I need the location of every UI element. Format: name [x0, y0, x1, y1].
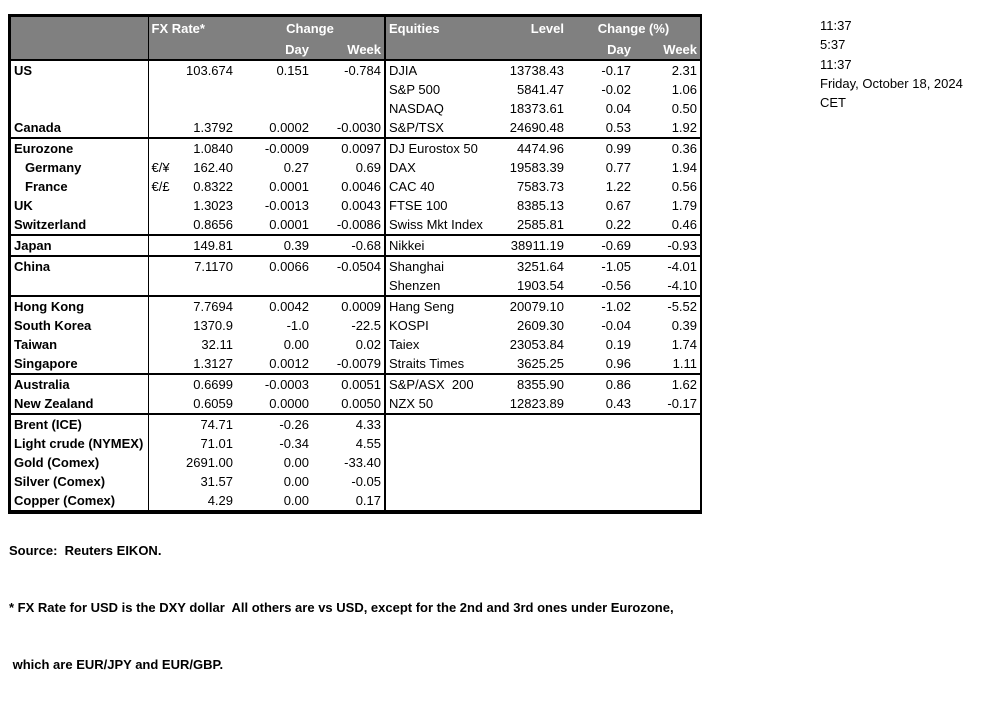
equity-week-cell: 1.62 [634, 374, 700, 394]
table-row [11, 99, 700, 118]
fx-rate-cell: 149.81 [176, 235, 236, 256]
fx-rate-cell: 1.3023 [193, 198, 233, 213]
equity-day-cell: 0.96 [605, 356, 632, 371]
country-cell: UK [14, 198, 33, 213]
equity-name-cell: CAC 40 [385, 177, 480, 196]
fx-day-cell [236, 99, 312, 118]
fx-day-cell: 0.0001 [269, 217, 309, 232]
empty-header-cell [480, 40, 567, 60]
commodity-cell: Brent (ICE) [11, 414, 148, 434]
fx-day-cell: 0.0066 [236, 256, 312, 276]
commodity-cell: Copper (Comex) [14, 493, 116, 508]
fx-rate-cell: 1.3127 [193, 356, 233, 371]
equity-level-cell: 7583.73 [517, 179, 565, 194]
equity-week-cell: 0.36 [634, 138, 700, 158]
fx-day-cell: -0.0003 [236, 374, 312, 394]
pair-symbol-cell [148, 235, 176, 256]
table-row [11, 215, 700, 235]
commodity-price-cell: 71.01 [200, 436, 233, 451]
equity-level-cell: 8385.13 [517, 198, 565, 213]
equity-level-cell: 4474.96 [480, 138, 567, 158]
fx-day-cell: -1.0 [286, 318, 309, 333]
commodity-week-cell: 4.33 [312, 414, 385, 434]
equity-day-cell: 0.77 [605, 160, 632, 175]
equity-level-cell [480, 453, 567, 472]
equity-week-cell: 1.74 [671, 337, 698, 352]
fx-week-header: Week [312, 40, 385, 60]
fx-week-cell: -0.0086 [336, 217, 382, 232]
fx-week-cell: -0.0079 [336, 356, 382, 371]
empty-header-cell [11, 40, 148, 60]
fx-day-cell: 0.0012 [269, 356, 309, 371]
date-label: Friday, October 18, 2024 [820, 75, 963, 91]
fx-week-cell: -0.68 [312, 235, 385, 256]
equity-day-cell: -0.56 [601, 278, 632, 293]
equity-week-cell: 0.39 [671, 318, 698, 333]
fx-rate-cell: 0.6699 [176, 374, 236, 394]
commodity-price-cell: 31.57 [200, 474, 233, 489]
equity-day-cell [567, 414, 634, 434]
commodity-day-cell: 0.00 [283, 493, 309, 508]
equity-name-cell [385, 472, 480, 491]
equity-level-cell: 20079.10 [480, 296, 567, 316]
equity-week-cell: 0.56 [671, 179, 698, 194]
commodity-day-cell: -0.34 [279, 436, 309, 451]
country-cell [11, 276, 148, 296]
fx-day-cell: 0.0001 [269, 179, 309, 194]
equity-level-cell: 2609.30 [517, 318, 565, 333]
table-row [11, 177, 700, 196]
pair-symbol-cell [148, 394, 176, 414]
equity-level-cell: 2585.81 [517, 217, 565, 232]
equity-day-cell: -0.02 [601, 82, 632, 97]
source-note: Source: Reuters EIKON. [9, 543, 162, 558]
equity-name-cell: S&P 500 [385, 80, 480, 99]
equity-level-cell [480, 434, 567, 453]
equity-name-cell: DJ Eurostox 50 [385, 138, 480, 158]
fx-week-cell [312, 99, 385, 118]
commodity-week-cell: 0.17 [355, 493, 382, 508]
equity-day-cell: -1.05 [567, 256, 634, 276]
equity-level-cell: 24690.48 [509, 120, 565, 135]
country-cell: Switzerland [14, 217, 87, 232]
pair-symbol-cell: €/¥ [148, 158, 176, 177]
equity-name-cell: Hang Seng [385, 296, 480, 316]
equity-name-cell: Straits Times [385, 354, 480, 374]
fx-day-cell: 0.39 [236, 235, 312, 256]
pair-symbol-cell [148, 99, 176, 118]
equity-name-cell: FTSE 100 [385, 196, 480, 215]
equity-level-cell: 1903.54 [517, 278, 565, 293]
fx-rate-footnote-line1: * FX Rate for USD is the DXY dollar All others are vs USD, except for the 2nd and 3rd ones under Eurozone, [9, 600, 674, 615]
country-cell: Germany [25, 160, 82, 175]
equity-name-cell: Shenzen [385, 276, 480, 296]
pair-symbol-cell [148, 256, 176, 276]
fx-rate-header: FX Rate* [148, 17, 236, 40]
pair-symbol-cell [148, 60, 176, 80]
market-summary-table [11, 17, 700, 510]
pair-symbol-cell [148, 215, 176, 235]
country-cell [11, 80, 148, 99]
equity-week-cell [634, 414, 700, 434]
equity-day-cell: 1.22 [605, 179, 632, 194]
fx-rate-footnote-line2: which are EUR/JPY and EUR/GBP. [9, 657, 224, 672]
equity-level-cell: 5841.47 [517, 82, 565, 97]
equity-name-cell: NASDAQ [385, 99, 480, 118]
equity-week-cell: 1.06 [671, 82, 698, 97]
table-row [11, 276, 700, 296]
equity-week-cell: 1.79 [671, 198, 698, 213]
table-row [11, 414, 700, 434]
fx-week-cell: 0.69 [355, 160, 382, 175]
equity-level-cell: 13738.43 [509, 63, 565, 78]
fx-day-cell: 0.0042 [236, 296, 312, 316]
pair-symbol-cell [148, 453, 176, 472]
equity-week-cell: -4.01 [634, 256, 700, 276]
equity-name-cell: Shanghai [385, 256, 480, 276]
equity-day-cell: 0.99 [567, 138, 634, 158]
equity-name-cell: DAX [385, 158, 480, 177]
equity-week-cell: -0.93 [634, 235, 700, 256]
equity-week-cell: -0.17 [667, 396, 698, 411]
equity-week-cell: -4.10 [667, 278, 698, 293]
commodity-day-cell: 0.00 [283, 474, 309, 489]
equity-name-cell [385, 414, 480, 434]
equity-week-cell [634, 434, 700, 453]
equity-day-cell: 0.86 [567, 374, 634, 394]
table-row [11, 118, 700, 138]
country-cell: Canada [14, 120, 61, 135]
equity-name-cell: KOSPI [385, 316, 480, 335]
equity-name-cell: Taiex [385, 335, 480, 354]
table-row [11, 138, 700, 158]
level-header: Level [480, 17, 567, 40]
pair-symbol-cell [148, 80, 176, 99]
equity-day-cell: 0.43 [605, 396, 632, 411]
footnotes [9, 503, 674, 712]
fx-rate-cell: 7.1170 [176, 256, 236, 276]
header-row-2 [11, 40, 700, 60]
equity-name-cell: Nikkei [385, 235, 480, 256]
fx-week-cell: 0.0009 [312, 296, 385, 316]
table-row [11, 196, 700, 215]
equity-day-cell: 0.19 [605, 337, 632, 352]
equities-header: Equities [385, 17, 480, 40]
equity-week-cell: 1.11 [672, 356, 698, 371]
pair-symbol-cell [148, 354, 176, 374]
pair-symbol-cell [148, 414, 176, 434]
fx-day-cell: -0.0009 [236, 138, 312, 158]
fx-rate-cell: 1.0840 [176, 138, 236, 158]
equity-week-cell [634, 472, 700, 491]
fx-week-cell: -0.0030 [336, 120, 382, 135]
commodity-price-cell: 74.71 [176, 414, 236, 434]
equity-week-cell: 2.31 [671, 63, 698, 78]
table-row [11, 80, 700, 99]
equity-week-header: Week [634, 40, 700, 60]
equity-level-cell [480, 472, 567, 491]
fx-day-cell [236, 80, 312, 99]
pair-symbol-cell: €/£ [148, 177, 176, 196]
fx-rate-cell: 162.40 [193, 160, 233, 175]
country-cell: Japan [11, 235, 148, 256]
fx-day-cell: 0.00 [283, 337, 309, 352]
country-cell: Hong Kong [11, 296, 148, 316]
pair-symbol-cell [148, 296, 176, 316]
equity-name-cell: S&P/ASX 200 [385, 374, 480, 394]
fx-day-cell: 0.0002 [269, 120, 309, 135]
country-cell: France [25, 179, 68, 194]
equity-level-cell: 3625.25 [517, 356, 565, 371]
equity-name-cell [385, 453, 480, 472]
fx-week-cell: -22.5 [351, 318, 382, 333]
timezone-label: CET [820, 95, 846, 111]
equity-week-cell: 1.94 [671, 160, 698, 175]
equity-day-cell: -0.04 [601, 318, 632, 333]
table-row [11, 434, 700, 453]
commodity-week-cell: -33.40 [344, 455, 382, 470]
country-cell: Eurozone [11, 138, 148, 158]
commodity-price-cell: 2691.00 [186, 455, 233, 470]
table-body [11, 60, 700, 510]
empty-header-cell [148, 40, 236, 60]
table-row [11, 158, 700, 177]
equity-day-cell [567, 434, 634, 453]
commodity-cell: Gold (Comex) [14, 455, 100, 470]
equity-day-cell: -0.17 [601, 63, 632, 78]
fx-rate-cell: 32.11 [201, 337, 233, 352]
equity-name-cell: S&P/TSX [385, 118, 480, 138]
corner-cell [11, 17, 148, 40]
table-row [11, 335, 700, 354]
fx-rate-cell: 7.7694 [176, 296, 236, 316]
fx-change-header: Change [236, 17, 385, 40]
equity-name-cell [385, 434, 480, 453]
table-row [11, 296, 700, 316]
pair-symbol-cell [148, 335, 176, 354]
fx-week-cell: 0.0043 [341, 198, 382, 213]
table-row [11, 316, 700, 335]
equity-change-pct-header: Change (%) [567, 17, 700, 40]
equity-week-cell: 0.46 [671, 217, 698, 232]
equity-name-cell: DJIA [385, 60, 480, 80]
table-row [11, 394, 700, 414]
table-row [11, 453, 700, 472]
equity-day-cell: 0.53 [605, 120, 632, 135]
equity-day-cell: 0.22 [605, 217, 632, 232]
country-cell: Singapore [14, 356, 78, 371]
fx-week-cell: 0.0046 [341, 179, 382, 194]
fx-week-cell: -0.784 [344, 63, 382, 78]
fx-rate-cell: 0.8656 [193, 217, 233, 232]
equity-week-cell: 1.92 [671, 120, 698, 135]
pair-symbol-cell [148, 374, 176, 394]
table-row [11, 60, 700, 80]
country-cell: Taiwan [14, 337, 58, 352]
pair-symbol-cell [148, 196, 176, 215]
equity-level-cell: 18373.61 [509, 101, 565, 116]
equity-day-cell: 0.67 [605, 198, 632, 213]
fx-rate-cell: 0.6059 [193, 396, 233, 411]
commodity-day-cell: 0.00 [283, 455, 309, 470]
fx-week-cell: 0.0097 [312, 138, 385, 158]
fx-day-cell: -0.0013 [264, 198, 309, 213]
commodity-cell: Silver (Comex) [14, 474, 106, 489]
country-cell: US [14, 63, 33, 78]
equity-level-cell: 19583.39 [509, 160, 565, 175]
country-cell: Australia [11, 374, 148, 394]
fx-week-cell [312, 276, 385, 296]
fx-rate-cell [176, 99, 236, 118]
fx-week-cell: -0.0504 [312, 256, 385, 276]
fx-day-cell: 0.27 [283, 160, 309, 175]
table-row [11, 472, 700, 491]
pair-symbol-cell [148, 472, 176, 491]
fx-day-cell [236, 276, 312, 296]
equity-level-cell [480, 414, 567, 434]
fx-week-cell [312, 80, 385, 99]
equity-day-cell: -0.69 [567, 235, 634, 256]
equity-day-cell [567, 472, 634, 491]
pair-symbol-cell [148, 434, 176, 453]
pair-symbol-cell [148, 276, 176, 296]
commodity-cell: Light crude (NYMEX) [14, 436, 144, 451]
country-cell: China [11, 256, 148, 276]
country-cell [11, 99, 148, 118]
fx-rate-cell: 103.674 [186, 63, 233, 78]
country-cell: South Korea [14, 318, 92, 333]
time-tertiary: 11:37 [820, 56, 852, 72]
table-row [11, 256, 700, 276]
empty-header-cell [385, 40, 480, 60]
fx-rate-cell: 0.8322 [193, 179, 233, 194]
country-cell: New Zealand [14, 396, 94, 411]
equity-day-header: Day [567, 40, 634, 60]
equity-level-cell: 38911.19 [480, 235, 567, 256]
market-summary-table-border [8, 14, 702, 514]
pair-symbol-cell [148, 118, 176, 138]
commodity-week-cell: -0.05 [351, 474, 382, 489]
equity-name-cell: Swiss Mkt Index [385, 215, 480, 235]
equity-week-cell [634, 453, 700, 472]
equity-day-cell [567, 453, 634, 472]
fx-rate-cell [176, 276, 236, 296]
commodity-day-cell: -0.26 [236, 414, 312, 434]
commodity-week-cell: 4.55 [355, 436, 382, 451]
fx-week-cell: 0.02 [355, 337, 382, 352]
fx-day-cell: 0.0000 [269, 396, 309, 411]
table-row [11, 235, 700, 256]
equity-level-cell: 3251.64 [480, 256, 567, 276]
equity-level-cell: 12823.89 [509, 396, 565, 411]
timestamp-panel [820, 16, 963, 112]
pair-symbol-cell [148, 138, 176, 158]
fx-rate-cell [176, 80, 236, 99]
fx-day-header: Day [236, 40, 312, 60]
equity-name-cell: NZX 50 [385, 394, 480, 414]
header-row-1 [11, 17, 700, 40]
equity-week-cell: -5.52 [634, 296, 700, 316]
table-row [11, 374, 700, 394]
fx-week-cell: 0.0050 [341, 396, 382, 411]
time-secondary: 5:37 [820, 37, 846, 53]
fx-week-cell: 0.0051 [312, 374, 385, 394]
fx-rate-cell: 1370.9 [193, 318, 233, 333]
equity-day-cell: -1.02 [567, 296, 634, 316]
time-cet: 11:37 [820, 18, 852, 33]
pair-symbol-cell [148, 316, 176, 335]
commodity-price-cell: 4.29 [207, 493, 233, 508]
table-header [11, 17, 700, 60]
equity-level-cell: 23053.84 [509, 337, 565, 352]
equity-day-cell: 0.04 [605, 101, 632, 116]
fx-day-cell: 0.151 [276, 63, 309, 78]
equity-level-cell: 8355.90 [480, 374, 567, 394]
table-row [11, 354, 700, 374]
fx-rate-cell: 1.3792 [193, 120, 233, 135]
equity-week-cell: 0.50 [671, 101, 698, 116]
